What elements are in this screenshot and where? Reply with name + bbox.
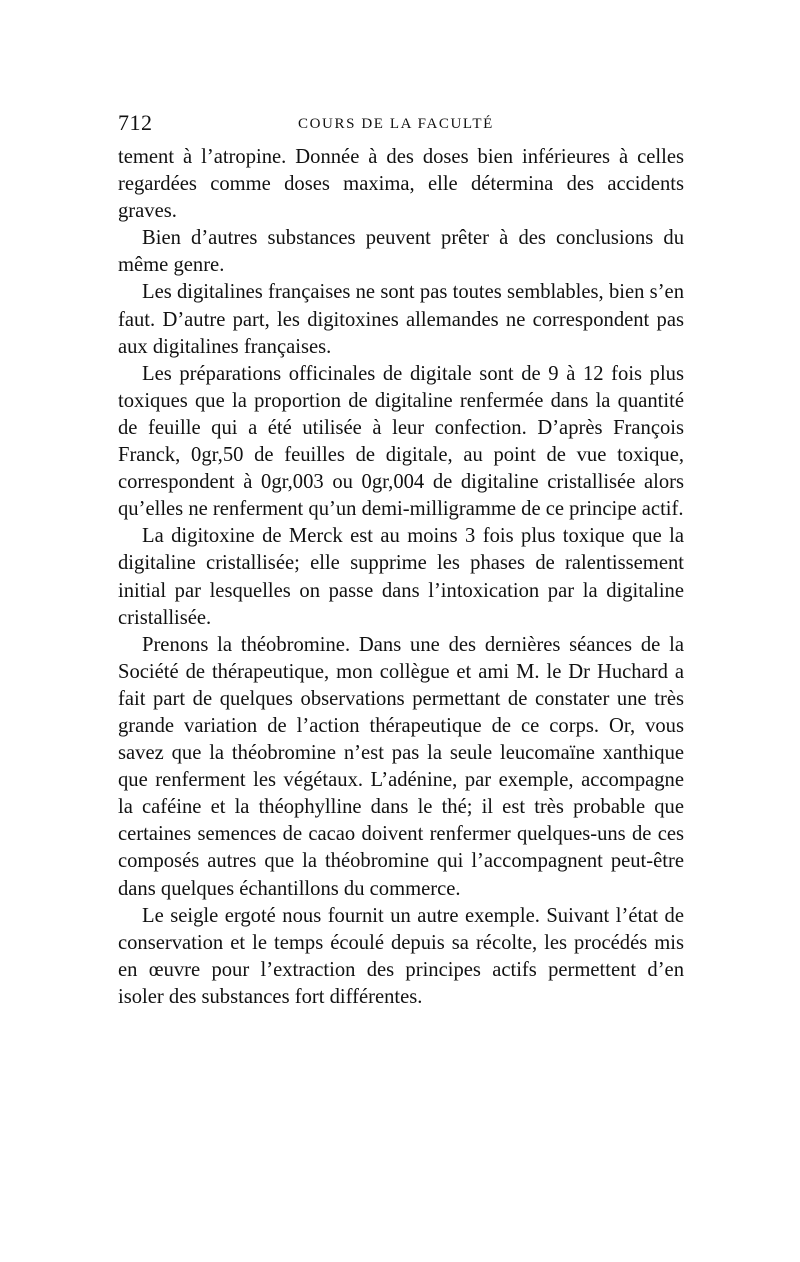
paragraph-7: Le seigle ergoté nous fournit un autre exemple. Suivant l’état de conservation et le temps écoulé depuis sa récolte, les procédés mis en œuvre pour l’extraction des principes actifs permettent d’en isoler des substances fort différentes. — [118, 904, 684, 1008]
paragraph-5: La digitoxine de Merck est au moins 3 fois plus toxique que la digitaline cristallisée; elle supprime les phases de ralentissement initial par lesquelles on passe dans l’intoxication par la digitaline cristallisée. — [118, 525, 684, 629]
paragraph-1: tement à l’atropine. Donnée à des doses bien inférieures à celles regardées comme doses maxima, elle détermina des accidents graves. — [118, 146, 684, 223]
book-page — [118, 110, 684, 1011]
page-number: 712 — [118, 110, 153, 135]
paragraph-6: Prenons la théobromine. Dans une des dernières séances de la Société de thérapeutique, mon collègue et ami M. le Dr Huchard a fait part de quelques observations permettant de constater une très grande variation de l’action thérapeutique de ce corps. Or, vous savez que la théobromine n’est pas la seule leucomaïne xanthique que renferment les végétaux. L’adénine, par exemple, accompagne la caféine et la théophylline dans le thé; il est très probable que certaines semences de cacao doivent renfermer quelques-uns de ces composés autres que la théobromine qui l’accompagnent peut-être dans quelques échantillons du commerce. — [118, 633, 684, 900]
page-header — [118, 110, 684, 144]
paragraph-4: Les préparations officinales de digitale sont de 9 à 12 fois plus toxiques que la proportion de digitaline renfermée dans la quantité de feuille qui a été utilisée à leur confection. D’après François Franck, 0gr,50 de feuilles de digitale, au point de vue toxique, correspondent à 0gr,003 ou 0gr,004 de digitaline cristallisée alors qu’elles ne renferment qu’un demi-milligramme de ce principe actif. — [118, 362, 684, 521]
running-head: COURS DE LA FACULTÉ — [298, 116, 494, 132]
paragraph-3: Les digitalines françaises ne sont pas toutes semblables, bien s’en faut. D’autre part, les digitoxines allemandes ne correspondent pas aux digitalines françaises. — [118, 281, 684, 358]
paragraph-2: Bien d’autres substances peuvent prêter à des conclusions du même genre. — [118, 227, 684, 277]
body-text — [118, 144, 684, 1011]
